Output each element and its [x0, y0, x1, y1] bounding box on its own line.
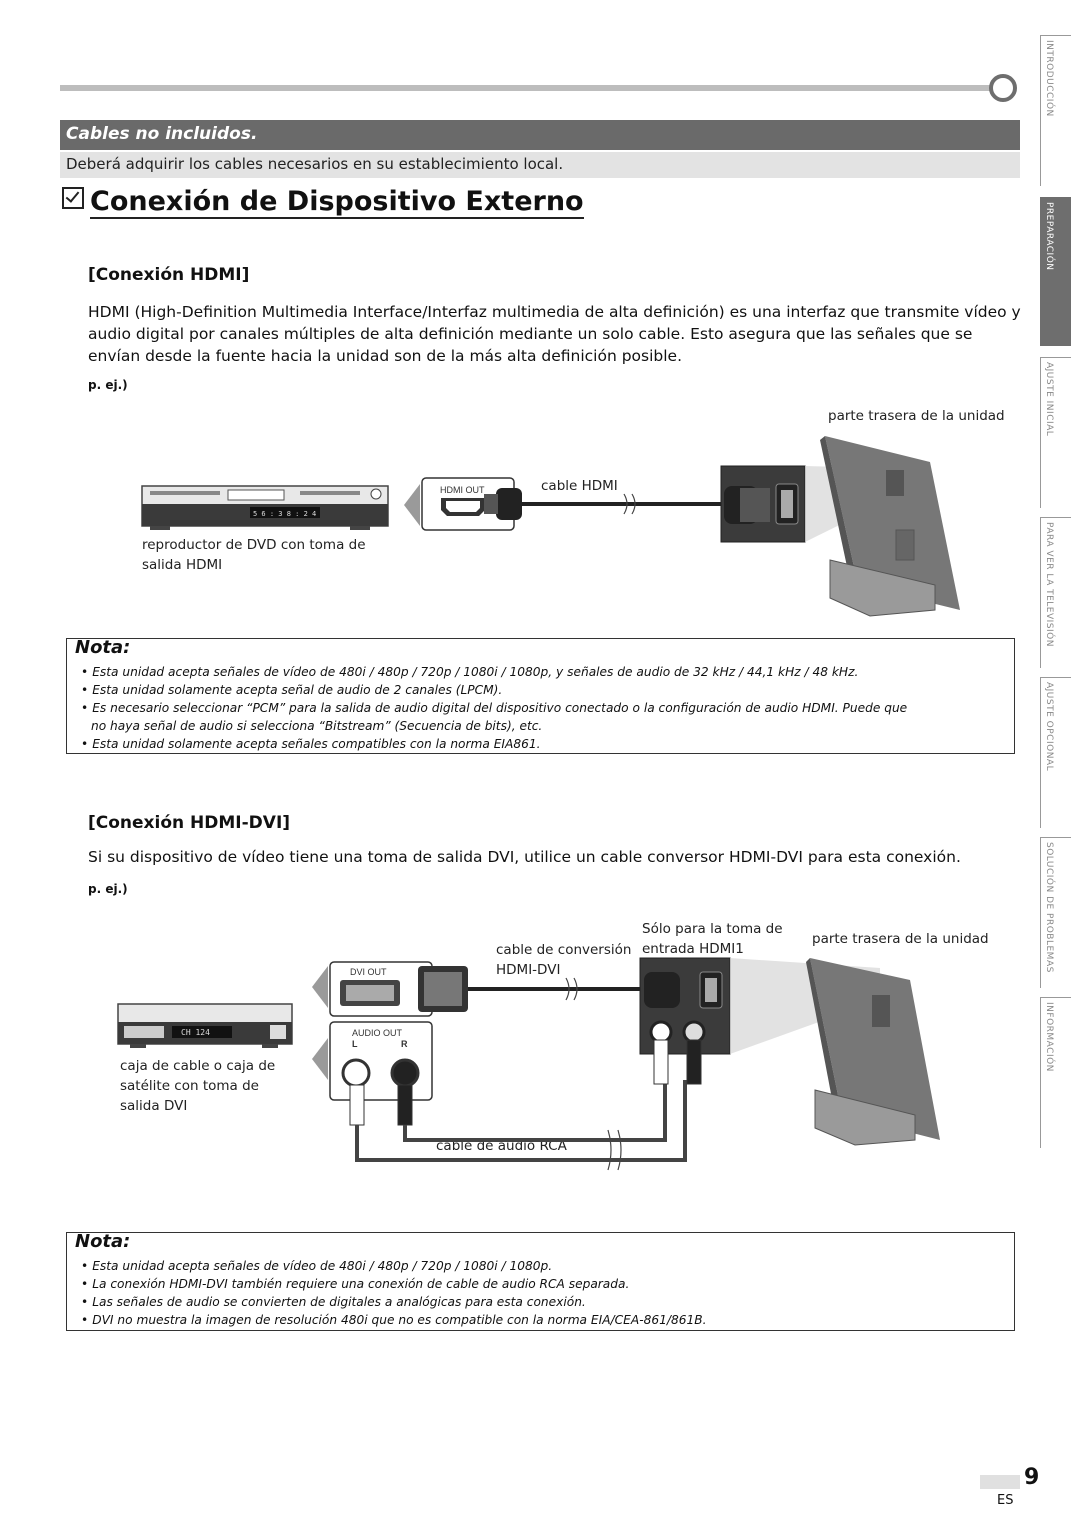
conversion-cable-label-2: HDMI-DVI: [496, 962, 561, 978]
dvi-example-label: p. ej.): [88, 882, 128, 896]
dvi-tv-label: parte trasera de la unidad: [812, 931, 989, 947]
side-tab-solucion-de-problemas[interactable]: SOLUCIÓN DE PROBLEMAS: [1040, 837, 1071, 988]
side-tab-ajuste-opcional[interactable]: AJUSTE OPCIONAL: [1040, 677, 1071, 828]
tv-rear-icon: [806, 958, 940, 1145]
dvd-display-text: 5 6 : 3 8 : 2 4: [253, 510, 317, 518]
note-item: • La conexión HDMI-DVI también requiere una conexión de cable de audio RCA separada.: [81, 1277, 630, 1291]
page-language: ES: [997, 1493, 1014, 1508]
note-item: • DVI no muestra la imagen de resolución 480i que no es compatible con la norma EIA/CEA-861/861B.: [81, 1313, 707, 1327]
hdmi-section-title: [Conexión HDMI]: [88, 265, 250, 285]
page-number: 9: [1024, 1465, 1040, 1490]
rca-jack-right-icon: [392, 1060, 418, 1086]
dvd-player-label: reproductor de DVD con toma de salida HDMI: [142, 537, 366, 573]
audio-r-label: R: [401, 1039, 408, 1049]
note-item: • Las señales de audio se convierten de digitales a analógicas para esta conexión.: [81, 1295, 586, 1309]
hdmi1-only-label: Sólo para la toma de entrada HDMI1: [642, 921, 783, 957]
hdmi-cable-label: cable HDMI: [541, 478, 618, 494]
note-title: Nota:: [75, 1231, 131, 1252]
audio-out-label: AUDIO OUT: [352, 1028, 403, 1038]
cables-banner-subtitle: Deberá adquirir los cables necesarios en su establecimiento local.: [66, 155, 564, 173]
page-number-bar: [980, 1475, 1020, 1489]
hdmi-tv-label: parte trasera de la unidad: [828, 408, 1005, 424]
conversion-cable-label: cable de conversión: [496, 942, 632, 958]
rca-jack-left-icon: [343, 1060, 369, 1086]
note-item: • Esta unidad acepta señales de vídeo de 480i / 480p / 720p / 1080i / 1080p.: [81, 1259, 553, 1273]
hdmi-paragraph: HDMI (High-Definition Multimedia Interface/Interfaz multimedia de alta definición) es una interfaz que transmite vídeo y audio digital por canales múltiples de alta definición mediante un solo cable. Esto asegura que las señales que se envían desde la fuente hacia la unidad son de la más alta definición posible.: [88, 303, 1021, 365]
note-item: • Es necesario seleccionar “PCM” para la salida de audio digital del dispositivo conectado o la configuración de audio HDMI. Puede que no haya señal de audio si selecciona “Bitstream” (Secuencia de bits), etc.: [81, 701, 908, 733]
note-item: • Esta unidad solamente acepta señal de audio de 2 canales (LPCM).: [81, 683, 503, 697]
note-box-dvi: [66, 1232, 1015, 1331]
note-item: • Esta unidad solamente acepta señales compatibles con la norma EIA861.: [81, 737, 541, 751]
side-tab-para-ver-la-television[interactable]: PARA VER LA TELEVISIÓN: [1040, 517, 1071, 668]
side-tab-informacion[interactable]: INFORMACIÓN: [1040, 997, 1071, 1148]
dvi-paragraph: Si su dispositivo de vídeo tiene una toma de salida DVI, utilice un cable conversor HDMI-DVI para esta conexión.: [88, 848, 961, 866]
note-item: • Esta unidad acepta señales de vídeo de 480i / 480p / 720p / 1080i / 1080p, y señales de audio de 32 kHz / 44,1 kHz / 48 kHz.: [81, 665, 859, 679]
note-title: Nota:: [75, 637, 131, 658]
side-tab-ajuste-inicial[interactable]: AJUSTE INICIAL: [1040, 357, 1071, 508]
side-tab-preparacion[interactable]: PREPARACIÓN: [1040, 197, 1071, 346]
cables-banner-title: Cables no incluidos.: [66, 124, 258, 144]
dvi-section-title: [Conexión HDMI-DVI]: [88, 813, 291, 833]
cable-box-display-text: CH 124: [181, 1028, 210, 1037]
dvi-out-label: DVI OUT: [350, 967, 387, 977]
cable-box-icon: [118, 1004, 292, 1048]
cable-box-label: caja de cable o caja de satélite con toma de salida DVI: [120, 1058, 276, 1114]
hdmi-example-label: p. ej.): [88, 378, 128, 392]
hdmi-out-label: HDMI OUT: [440, 485, 485, 495]
side-tab-introduccion[interactable]: INTRODUCCIÓN: [1040, 35, 1071, 186]
rca-cable-label: cable de audio RCA: [436, 1138, 567, 1154]
page-title: Conexión de Dispositivo Externo: [62, 186, 584, 217]
audio-l-label: L: [352, 1039, 358, 1049]
